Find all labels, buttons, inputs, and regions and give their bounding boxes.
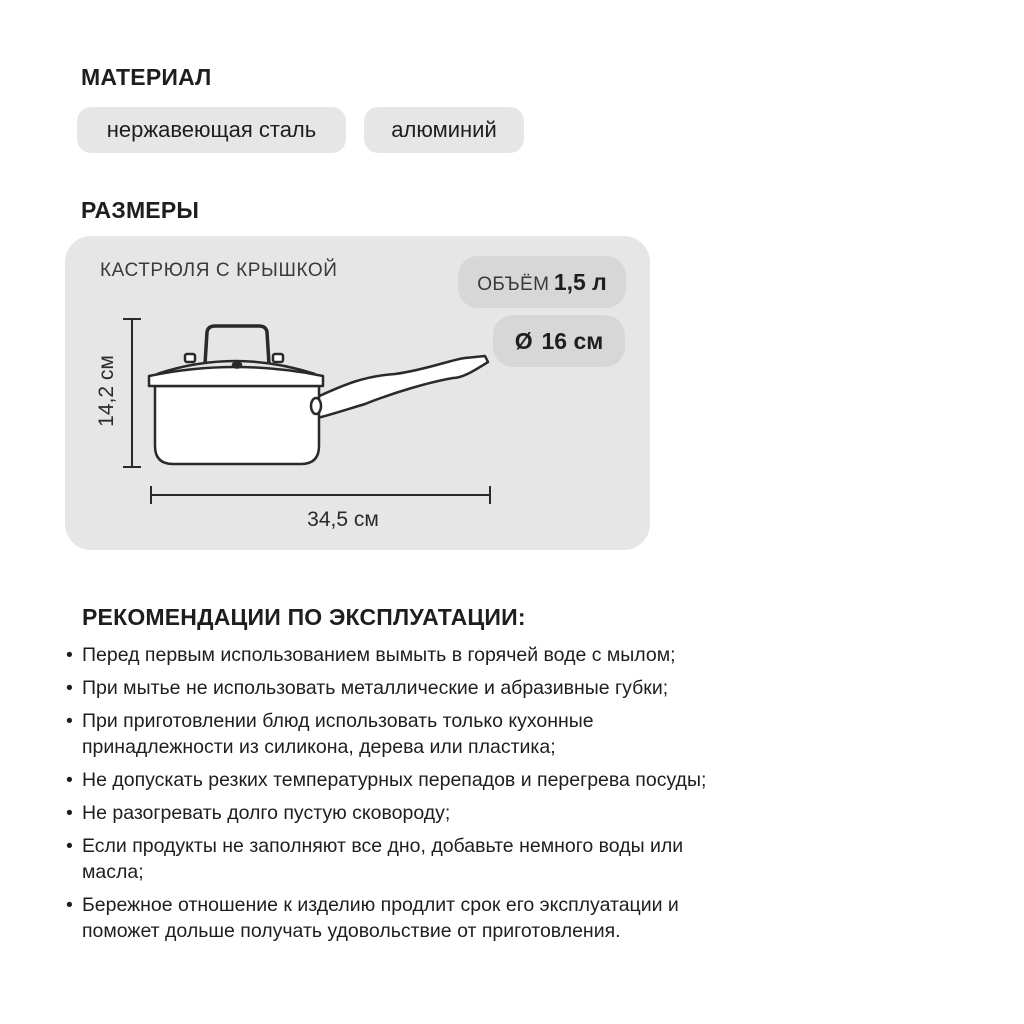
diameter-symbol: Ø [514,328,533,354]
recommendations-heading: РЕКОМЕНДАЦИИ ПО ЭКСПЛУАТАЦИИ: [82,604,526,630]
sizes-heading: РАЗМЕРЫ [81,197,200,223]
width-dimension-label: 34,5 см [307,508,379,531]
recommendation-text: При приготовлении блюд использовать только кухонные принадлежности из силикона, дерева или пластика; [82,710,594,758]
height-dimension-label: 14,2 см [95,355,118,427]
list-item [66,833,732,885]
bullet-icon: • [66,835,73,857]
list-item [66,708,652,760]
list-item [66,892,722,944]
list-item [66,675,766,701]
bullet-icon: • [66,894,73,916]
recommendation-text: Бережное отношение к изделию продлит срок его эксплуатации и поможет дольше получать удовольствие от приготовления. [82,894,679,942]
recommendation-text: Не разогревать долго пустую сковороду; [82,802,451,824]
material-chip-aluminium: алюминий [364,107,524,153]
bullet-icon: • [66,710,73,732]
height-dimension-line [123,319,141,467]
bullet-icon: • [66,677,73,699]
material-chip-steel: нержавеющая сталь [77,107,346,153]
list-item [66,800,766,826]
list-item [66,642,766,668]
dimensions-card [65,236,650,550]
recommendation-text: Не допускать резких температурных перепадов и перегрева посуды; [82,769,707,791]
volume-value: 1,5 л [553,269,607,295]
recommendations-list [66,642,766,951]
recommendation-text: При мытье не использовать металлические и абразивные губки; [82,677,669,699]
product-title: КАСТРЮЛЯ С КРЫШКОЙ [100,260,338,281]
diameter-value: 16 см [541,328,604,354]
width-dimension-line [151,486,490,504]
material-heading: МАТЕРИАЛ [81,64,212,90]
bullet-icon: • [66,769,73,791]
bullet-icon: • [66,802,73,824]
list-item [66,767,766,793]
saucepan-with-lid-icon [65,236,650,550]
recommendation-text: Перед первым использованием вымыть в горячей воде с мылом; [82,644,676,666]
recommendation-text: Если продукты не заполняют все дно, добавьте немного воды или масла; [82,835,684,883]
volume-label: ОБЪЁМ [477,274,550,295]
bullet-icon: • [66,644,73,666]
